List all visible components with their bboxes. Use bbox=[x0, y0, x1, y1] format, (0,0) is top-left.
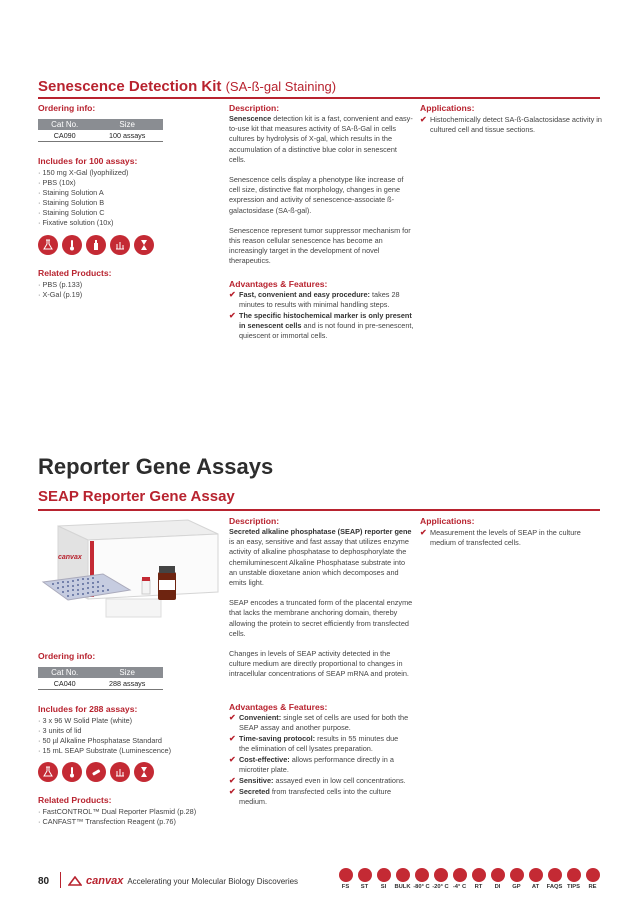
nav-minus80[interactable] bbox=[413, 868, 430, 890]
senescence-divider bbox=[38, 97, 600, 99]
seap-title: SEAP Reporter Gene Assay bbox=[38, 488, 235, 505]
gp-icon bbox=[510, 868, 524, 882]
seap-includes-label: Includes for 288 assays: bbox=[38, 704, 138, 714]
faqs-icon bbox=[548, 868, 562, 882]
col-cat-no: Cat No. bbox=[38, 119, 91, 130]
col-cat-no: Cat No. bbox=[38, 667, 91, 678]
nav-label: GP bbox=[512, 884, 521, 890]
check-icon: ✔ bbox=[229, 734, 236, 743]
seap-applications-label: Applications: bbox=[420, 516, 475, 526]
product-kit-image bbox=[38, 514, 223, 634]
tube-icon bbox=[86, 762, 106, 782]
advantage-bold: Fast, convenient and easy procedure: bbox=[239, 290, 370, 299]
minus20-icon bbox=[434, 868, 448, 882]
advantage-text: from transfected cells into the culture medium. bbox=[239, 787, 392, 806]
nav-label: SI bbox=[380, 884, 387, 890]
advantage-text: takes 28 minutes to results with minimal handling steps. bbox=[239, 290, 400, 309]
advantage-text: and is not found in pre-senescent, quiescent or immortal cells. bbox=[239, 321, 414, 340]
fs-icon bbox=[339, 868, 353, 882]
nav-st[interactable] bbox=[356, 868, 373, 890]
description-bold: Secreted alkaline phosphatase (SEAP) reporter gene bbox=[229, 527, 412, 536]
advantage-text: allows performance directly in a microtiter plate. bbox=[239, 755, 394, 774]
nav-label: FS bbox=[341, 884, 350, 890]
list-item bbox=[229, 776, 409, 786]
flask-icon bbox=[38, 235, 58, 255]
senescence-related-list bbox=[38, 280, 82, 300]
seap-description bbox=[229, 527, 414, 690]
seap-advantages-label: Advantages & Features: bbox=[229, 702, 328, 712]
senescence-related-label: Related Products: bbox=[38, 268, 112, 278]
seap-ordering-table bbox=[38, 667, 163, 690]
senescence-ordering-table bbox=[38, 119, 163, 142]
seap-advantages-list bbox=[229, 713, 409, 808]
application-text: Histochemically detect SA-ß-Galactosidase activity in cultured cell and tissue sections. bbox=[430, 115, 602, 134]
description-paragraph: Senescence represent tumor suppressor mechanism for this reason cellular senescence has become an increasingly target in the development of novel therapeutics. bbox=[229, 225, 411, 266]
list-item: · Staining Solution C bbox=[38, 208, 105, 217]
cat-no-cell: CA090 bbox=[38, 130, 91, 142]
nav-rt[interactable] bbox=[470, 868, 487, 890]
nav-faqs[interactable] bbox=[546, 868, 563, 890]
table-row bbox=[38, 678, 163, 690]
footer-brand-block bbox=[68, 875, 298, 887]
list-item: · Fixative solution (10x) bbox=[38, 218, 114, 227]
flask-icon bbox=[38, 762, 58, 782]
check-icon: ✔ bbox=[229, 776, 236, 785]
check-icon: ✔ bbox=[229, 755, 236, 764]
footer-tagline: Accelerating your Molecular Biology Discoveries bbox=[127, 876, 299, 886]
si-icon bbox=[377, 868, 391, 882]
advantage-bold: Secreted bbox=[239, 787, 270, 796]
senescence-includes-label: Includes for 100 assays: bbox=[38, 156, 138, 166]
seap-description-label: Description: bbox=[229, 516, 280, 526]
related-link[interactable]: · CANFAST™ Transfection Reagent (p.76) bbox=[38, 817, 176, 826]
advantage-text: results in 55 minutes due the elimination of cell lysates preparation. bbox=[239, 734, 399, 753]
thermometer-icon bbox=[62, 762, 82, 782]
list-item: · 150 mg X-Gal (lyophilized) bbox=[38, 168, 129, 177]
bottle-icon bbox=[86, 235, 106, 255]
room-temp-icon bbox=[110, 235, 130, 255]
description-paragraph: Senescence cells display a phenotype like increase of cell size, distinctive flat morphology, changes in gene expression and activity of senescence-associate ß-galactosidase (SA-ß-gal). bbox=[229, 175, 404, 215]
seap-applications-list bbox=[420, 528, 600, 549]
application-text: Measurement the levels of SEAP in the culture medium of transfected cells. bbox=[430, 528, 581, 547]
nav-minus20[interactable] bbox=[432, 868, 449, 890]
tips-icon bbox=[567, 868, 581, 882]
check-icon: ✔ bbox=[420, 115, 427, 124]
nav-label: AT bbox=[531, 884, 540, 890]
nav-label: TIPS bbox=[567, 884, 580, 890]
hourglass-icon bbox=[134, 762, 154, 782]
nav-gp[interactable] bbox=[508, 868, 525, 890]
col-size: Size bbox=[91, 119, 163, 130]
description-bold: Senescence bbox=[229, 114, 272, 123]
list-item: · 3 units of lid bbox=[38, 726, 82, 735]
nav-label: BULK bbox=[394, 884, 411, 890]
nav-label: DI bbox=[494, 884, 501, 890]
advantage-bold: Time-saving protocol: bbox=[239, 734, 316, 743]
list-item: · 50 µl Alkaline Phosphatase Standard bbox=[38, 736, 162, 745]
check-icon: ✔ bbox=[229, 713, 236, 722]
senescence-description-label: Description: bbox=[229, 103, 280, 113]
nav-tips[interactable] bbox=[565, 868, 582, 890]
list-item bbox=[229, 787, 409, 807]
size-cell: 100 assays bbox=[91, 130, 163, 142]
check-icon: ✔ bbox=[420, 528, 427, 537]
related-link[interactable]: · X-Gal (p.19) bbox=[38, 290, 83, 299]
reporter-section-title: Reporter Gene Assays bbox=[38, 454, 274, 479]
nav-minus4[interactable] bbox=[451, 868, 468, 890]
list-item bbox=[229, 311, 419, 341]
description-paragraph: SEAP encodes a truncated form of the placental enzyme that lacks the membrane anchoring domain, thereby allowing the protein to secret efficiently from transfected cells. bbox=[229, 598, 413, 638]
senescence-subtitle: (SA-ß-gal Staining) bbox=[225, 79, 337, 94]
at-icon bbox=[529, 868, 543, 882]
senescence-storage-icons bbox=[38, 235, 154, 255]
seap-ordering-label: Ordering info: bbox=[38, 651, 96, 661]
senescence-includes-list bbox=[38, 168, 128, 228]
list-item bbox=[229, 734, 409, 754]
minus80-icon bbox=[415, 868, 429, 882]
advantage-text: single set of cells are used for both the SEAP assay and another purpose. bbox=[239, 713, 409, 732]
seap-storage-icons bbox=[38, 762, 154, 782]
related-link[interactable]: · PBS (p.133) bbox=[38, 280, 83, 289]
list-item: · PBS (10x) bbox=[38, 178, 76, 187]
senescence-advantages-label: Advantages & Features: bbox=[229, 279, 328, 289]
list-item bbox=[229, 713, 409, 733]
description-text: is an easy, sensitive and fast assay that utilizes enzyme activity of alkaline phosphatase to dephosphorylate the chemiluminescent Alkaline Phosphatase substrate into an unstable dioxetane anion which decomposes and emits light. bbox=[229, 537, 409, 588]
bulk-icon bbox=[396, 868, 410, 882]
di-icon bbox=[491, 868, 505, 882]
list-item bbox=[229, 290, 419, 310]
description-text: detection kit is a fast, convenient and easy-to-use kit that measures activity of SA-ß-Gal in cells cultures by hydrolysis of X-gal, which results in the accumulation of a distinctive blue color in senescent cells. bbox=[229, 114, 413, 164]
nav-bulk[interactable] bbox=[394, 868, 411, 890]
minus4-icon bbox=[453, 868, 467, 882]
check-icon: ✔ bbox=[229, 787, 236, 796]
advantage-bold: Convenient: bbox=[239, 713, 282, 722]
nav-label: RT bbox=[474, 884, 483, 890]
page-number: 80 bbox=[38, 876, 50, 887]
nav-label: ST bbox=[360, 884, 369, 890]
re-icon bbox=[586, 868, 600, 882]
list-item: · 3 x 96 W Solid Plate (white) bbox=[38, 716, 133, 725]
advantage-bold: The specific histochemical marker is only present in senescent cells bbox=[239, 311, 412, 330]
advantage-bold: Cost-effective: bbox=[239, 755, 290, 764]
nav-di[interactable] bbox=[489, 868, 506, 890]
footer-nav bbox=[337, 868, 601, 890]
room-temp-icon bbox=[110, 762, 130, 782]
senescence-applications-list bbox=[420, 115, 605, 136]
senescence-description bbox=[229, 114, 414, 277]
senescence-advantages-list bbox=[229, 290, 419, 342]
list-item bbox=[420, 115, 605, 135]
senescence-applications-label: Applications: bbox=[420, 103, 475, 113]
advantage-text: assayed even in low cell concentrations. bbox=[273, 776, 406, 785]
nav-label: RE bbox=[588, 884, 597, 890]
list-item bbox=[229, 755, 409, 775]
table-row bbox=[38, 130, 163, 142]
list-item: · Staining Solution A bbox=[38, 188, 104, 197]
nav-label: -20° C bbox=[432, 884, 449, 890]
seap-related-label: Related Products: bbox=[38, 795, 112, 805]
nav-fs[interactable] bbox=[337, 868, 354, 890]
nav-label: -4° C bbox=[452, 884, 467, 890]
list-item: · Staining Solution B bbox=[38, 198, 105, 207]
st-icon bbox=[358, 868, 372, 882]
thermometer-icon bbox=[62, 235, 82, 255]
seap-related-list bbox=[38, 807, 196, 827]
description-paragraph: Changes in levels of SEAP activity detected in the culture medium are directly proportional to changes in intracellular concentrations of SEAP mRNA and protein. bbox=[229, 649, 409, 679]
related-link[interactable]: · FastCONTROL™ Dual Reporter Plasmid (p.28) bbox=[38, 807, 197, 816]
list-item bbox=[420, 528, 600, 548]
nav-at[interactable] bbox=[527, 868, 544, 890]
size-cell: 288 assays bbox=[91, 678, 163, 690]
seap-divider bbox=[38, 509, 600, 511]
nav-si[interactable] bbox=[375, 868, 392, 890]
check-icon: ✔ bbox=[229, 290, 236, 299]
hourglass-icon bbox=[134, 235, 154, 255]
nav-re[interactable] bbox=[584, 868, 601, 890]
nav-label: FAQS bbox=[546, 884, 563, 890]
seap-includes-list bbox=[38, 716, 171, 756]
list-item: · 15 mL SEAP Substrate (Luminescence) bbox=[38, 746, 172, 755]
advantage-bold: Sensitive: bbox=[239, 776, 274, 785]
senescence-ordering-label: Ordering info: bbox=[38, 103, 96, 113]
check-icon: ✔ bbox=[229, 311, 236, 320]
senescence-title bbox=[38, 78, 336, 96]
nav-label: -80° C bbox=[413, 884, 430, 890]
footer-separator bbox=[60, 872, 61, 888]
product-brand: canvax bbox=[58, 554, 82, 561]
canvax-logo-icon bbox=[68, 876, 82, 886]
cat-no-cell: CA040 bbox=[38, 678, 91, 690]
senescence-title-text: Senescence Detection Kit bbox=[38, 78, 222, 95]
col-size: Size bbox=[91, 667, 163, 678]
rt-icon bbox=[472, 868, 486, 882]
footer-brand: canvax bbox=[86, 875, 124, 887]
